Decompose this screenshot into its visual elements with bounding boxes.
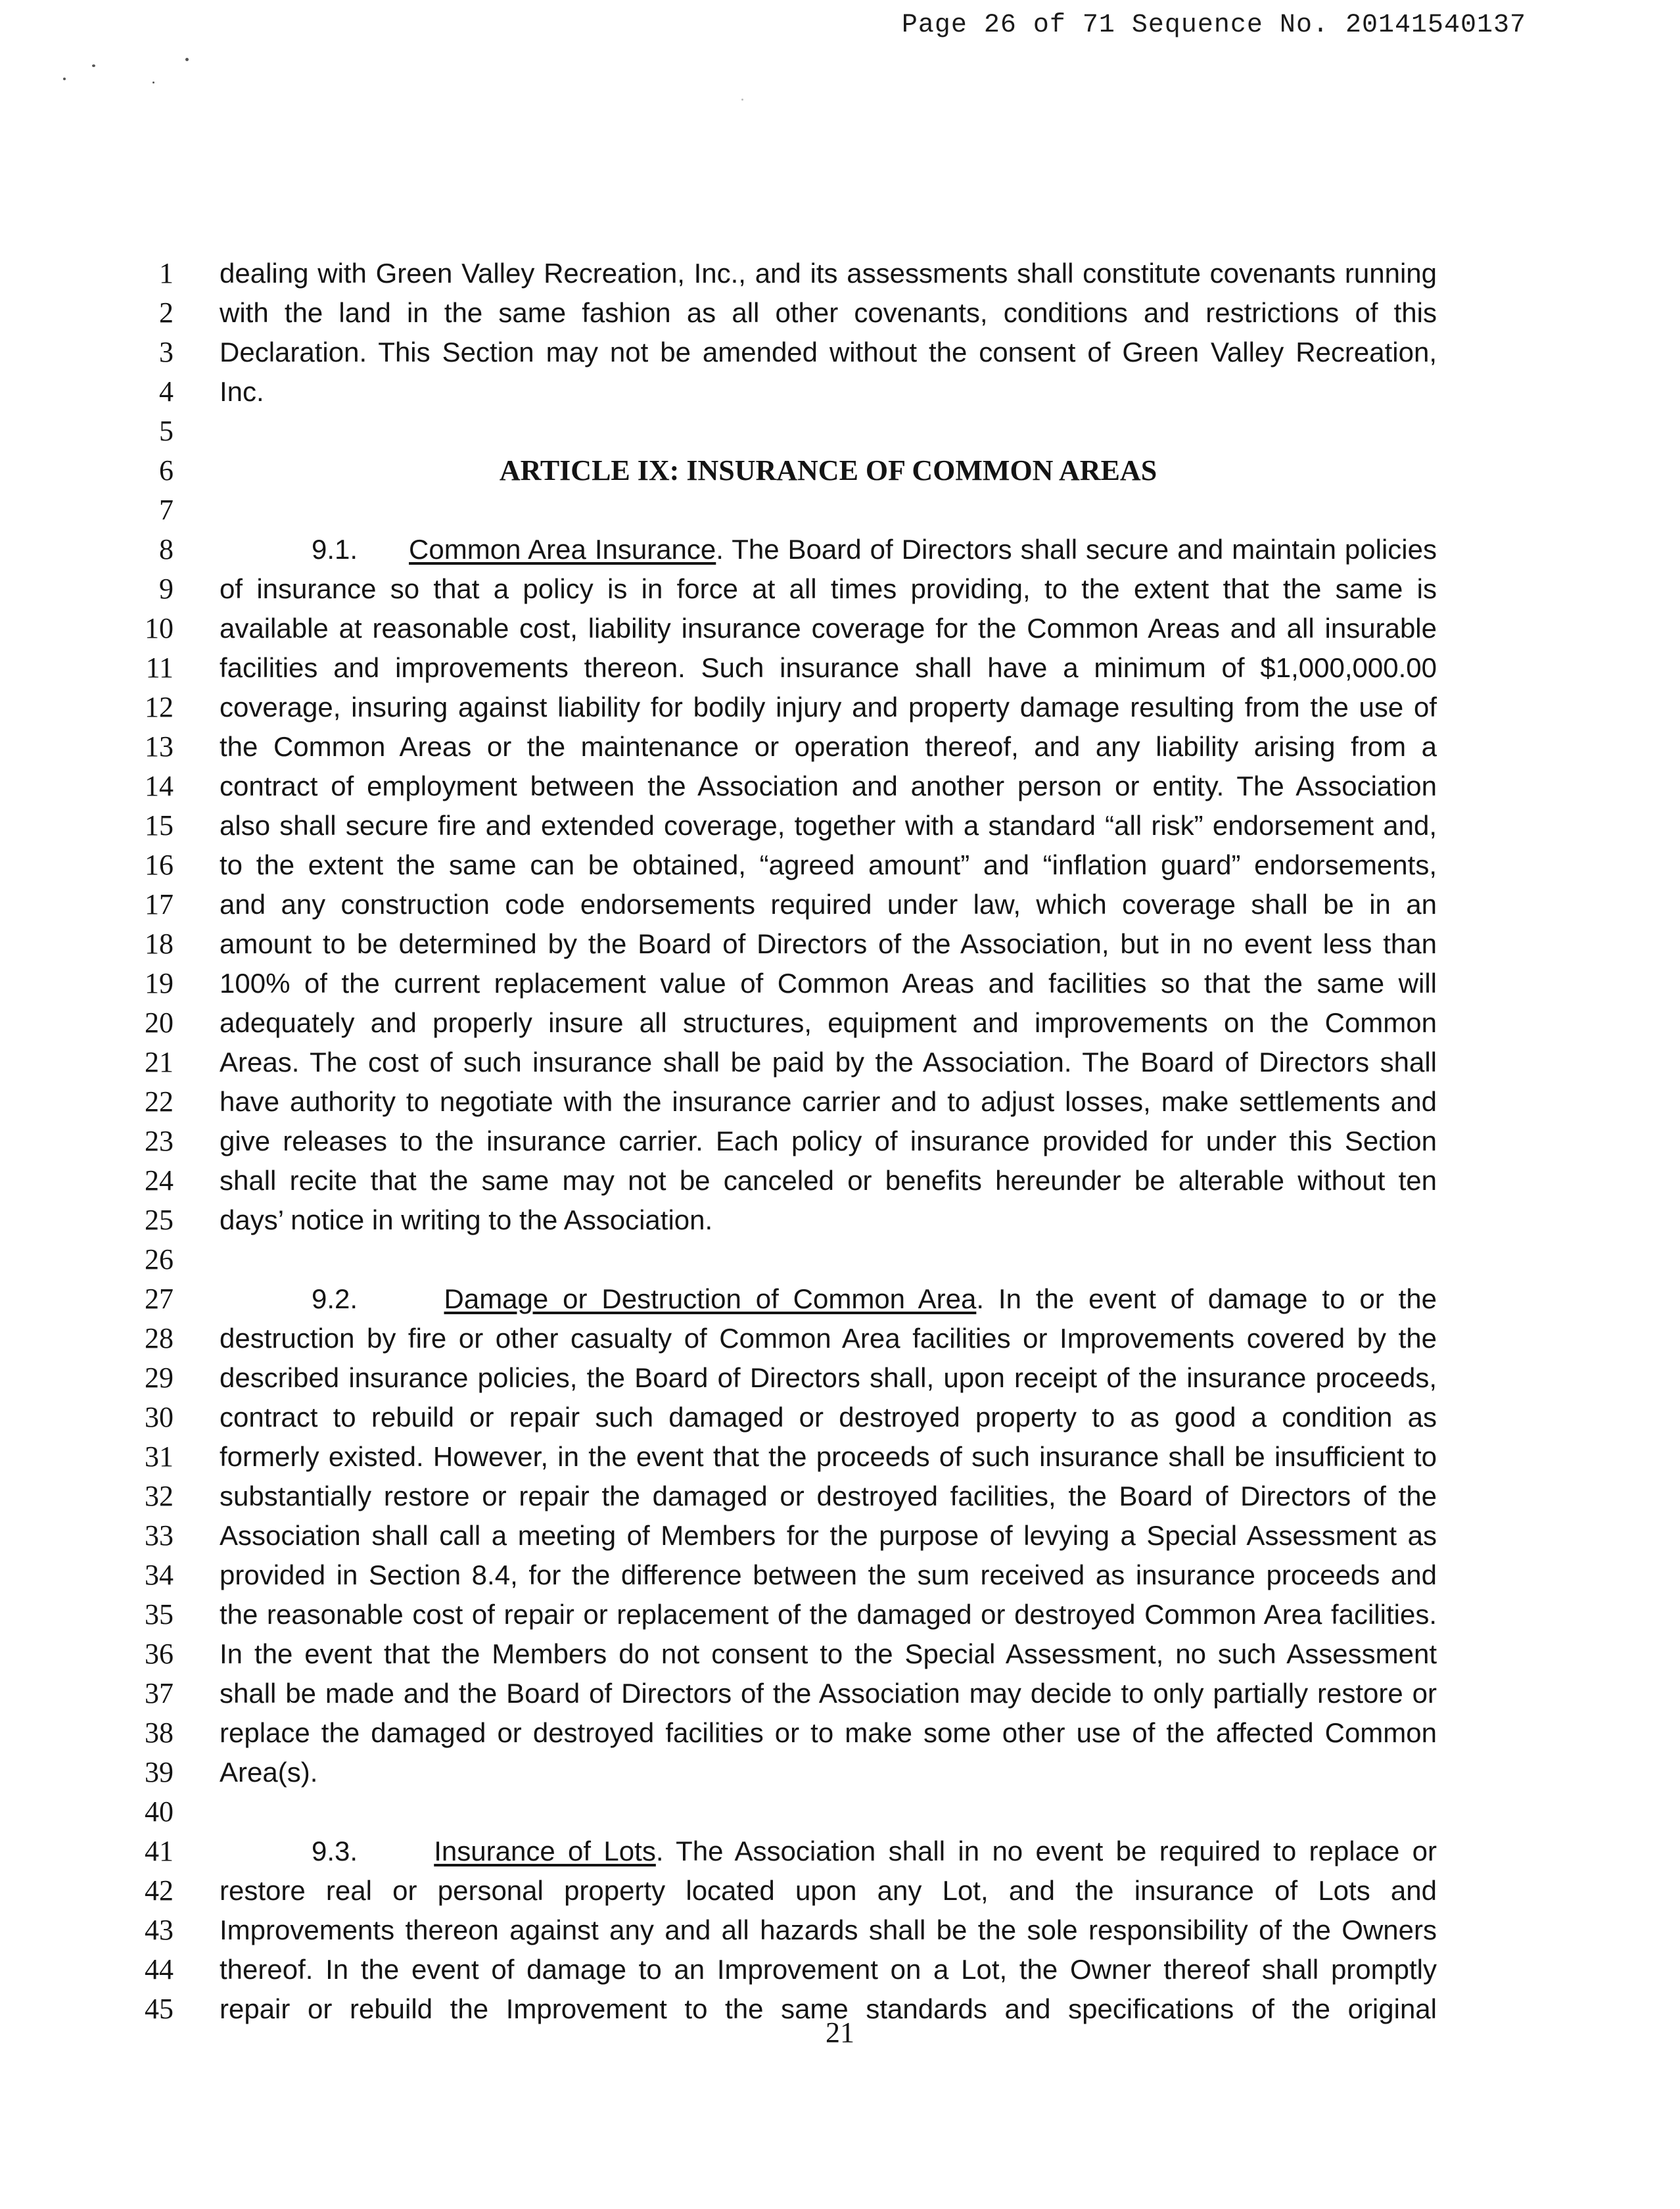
line-number: 15 (145, 809, 174, 842)
line-number: 32 (145, 1480, 174, 1512)
scan-speck (63, 78, 66, 80)
line-number: 39 (145, 1756, 174, 1788)
line-number: 21 (145, 1046, 174, 1078)
line-number: 3 (159, 336, 174, 368)
body-line: Inc. (220, 376, 264, 407)
line-number: 37 (145, 1677, 174, 1709)
body-line: substantially restore or repair the damaged or destroyed facilities, the Board of Directors of the (220, 1481, 1437, 1511)
line-number: 31 (145, 1440, 174, 1473)
line-number: 20 (145, 1007, 174, 1039)
body-line: Area(s). (220, 1757, 318, 1788)
line-number: 17 (145, 888, 174, 920)
line-number: 11 (145, 652, 174, 684)
body-line: contract to rebuild or repair such damaged or destroyed property to as good a condition as (220, 1402, 1437, 1433)
section-9-3-first-line (312, 1832, 1437, 1871)
section-heading: Common Area Insurance (409, 534, 716, 565)
body-line: shall be made and the Board of Directors of the Association may decide to only partially restore or (220, 1678, 1437, 1709)
body-line: repair or rebuild the Improvement to the same standards and specifications of the original (220, 1993, 1437, 2024)
section-9-2-first-line (312, 1279, 1437, 1319)
body-line: thereof. In the event of damage to an Improvement on a Lot, the Owner thereof shall promptly (220, 1954, 1437, 1985)
body-line: Areas. The cost of such insurance shall be paid by the Association. The Board of Directors shall (220, 1047, 1437, 1078)
line-number: 26 (145, 1243, 174, 1275)
body-line: available at reasonable cost, liability insurance coverage for the Common Areas and all insurable (220, 613, 1437, 644)
scan-speck (741, 99, 743, 101)
line-number: 28 (145, 1322, 174, 1354)
line-number: 19 (145, 967, 174, 999)
line-number: 9 (159, 573, 174, 605)
body-line: destruction by fire or other casualty of Common Area facilities or Improvements covered by the (220, 1323, 1437, 1354)
body-line: and any construction code endorsements required under law, which coverage shall be in an (220, 889, 1437, 920)
line-number: 40 (145, 1795, 174, 1828)
section-first-text: . In the event of damage to or the (976, 1283, 1437, 1314)
line-number: 10 (145, 612, 174, 644)
section-heading: Damage or Destruction of Common Area (444, 1283, 977, 1314)
line-number: 7 (159, 494, 174, 526)
scan-speck (152, 82, 154, 83)
section-first-text: . The Board of Directors shall secure and maintain policies (716, 534, 1437, 565)
body-line: the reasonable cost of repair or replacement of the damaged or destroyed Common Area facilities. (220, 1599, 1437, 1630)
body-line: coverage, insuring against liability for bodily injury and property damage resulting from the use of (220, 692, 1437, 723)
body-line: formerly existed. However, in the event that the proceeds of such insurance shall be insufficient to (220, 1441, 1437, 1472)
section-first-text: . The Association shall in no event be required to replace or (655, 1836, 1437, 1866)
body-line: give releases to the insurance carrier. Each policy of insurance provided for under this Section (220, 1126, 1437, 1156)
body-line: Improvements thereon against any and all hazards shall be the sole responsibility of the Owners (220, 1914, 1437, 1945)
body-line: facilities and improvements thereon. Such insurance shall have a minimum of $1,000,000.00 (220, 652, 1437, 683)
line-number: 41 (145, 1835, 174, 1867)
body-line: adequately and properly insure all structures, equipment and improvements on the Common (220, 1007, 1437, 1038)
line-number: 5 (159, 415, 174, 447)
body-line: Declaration. This Section may not be amended without the consent of Green Valley Recreation, (220, 337, 1437, 368)
body-line: described insurance policies, the Board of Directors shall, upon receipt of the insurance proceeds, (220, 1362, 1437, 1393)
body-line: replace the damaged or destroyed facilities or to make some other use of the affected Common (220, 1717, 1437, 1748)
page-sequence-header: Page 26 of 71 Sequence No. 20141540137 (901, 11, 1526, 40)
line-number: 44 (145, 1953, 174, 1985)
body-line: In the event that the Members do not consent to the Special Assessment, no such Assessment (220, 1638, 1437, 1669)
body-line: restore real or personal property located upon any Lot, and the insurance of Lots and (220, 1875, 1437, 1906)
line-number: 36 (145, 1638, 174, 1670)
body-line: provided in Section 8.4, for the difference between the sum received as insurance proceeds and (220, 1559, 1437, 1590)
line-number: 24 (145, 1164, 174, 1197)
line-number: 35 (145, 1598, 174, 1630)
page-number: 21 (826, 2016, 854, 2049)
body-line: dealing with Green Valley Recreation, Inc., and its assessments shall constitute covenants running (220, 258, 1437, 289)
line-number: 12 (145, 691, 174, 723)
body-line: amount to be determined by the Board of Directors of the Association, but in no event less than (220, 928, 1437, 959)
line-number: 8 (159, 533, 174, 565)
line-number: 14 (145, 770, 174, 802)
line-number: 23 (145, 1125, 174, 1157)
line-number: 42 (145, 1874, 174, 1907)
body-line: to the extent the same can be obtained, “agreed amount” and “inflation guard” endorsements, (220, 849, 1437, 880)
section-heading: Insurance of Lots (434, 1836, 656, 1866)
line-number: 34 (145, 1559, 174, 1591)
body-line: days’ notice in writing to the Association. (220, 1204, 713, 1235)
scan-speck (92, 64, 95, 67)
line-number: 2 (159, 297, 174, 329)
section-9-1-first-line (312, 530, 1437, 569)
body-line: Association shall call a meeting of Members for the purpose of levying a Special Assessment as (220, 1520, 1437, 1551)
section-number: 9.2. (312, 1283, 358, 1314)
line-number: 22 (145, 1085, 174, 1118)
body-line: of insurance so that a policy is in force at all times providing, to the extent that the same is (220, 573, 1437, 604)
section-number: 9.1. (312, 534, 358, 565)
line-number: 33 (145, 1519, 174, 1552)
body-line: also shall secure fire and extended coverage, together with a standard “all risk” endorsement and, (220, 810, 1437, 841)
line-number: 29 (145, 1362, 174, 1394)
line-number: 1 (159, 257, 174, 289)
body-line: 100% of the current replacement value of Common Areas and facilities so that the same will (220, 968, 1437, 999)
body-line: have authority to negotiate with the insurance carrier and to adjust losses, make settlements and (220, 1086, 1437, 1117)
line-number: 30 (145, 1401, 174, 1433)
scan-speck (185, 58, 189, 61)
line-number: 13 (145, 730, 174, 763)
line-number: 25 (145, 1204, 174, 1236)
line-number: 6 (159, 454, 174, 487)
article-title: ARTICLE IX: INSURANCE OF COMMON AREAS (499, 454, 1157, 487)
body-line: shall recite that the same may not be canceled or benefits hereunder be alterable without ten (220, 1165, 1437, 1196)
line-number: 43 (145, 1914, 174, 1946)
line-number: 27 (145, 1283, 174, 1315)
line-number: 18 (145, 928, 174, 960)
line-number: 38 (145, 1717, 174, 1749)
line-number: 16 (145, 849, 174, 881)
body-line: with the land in the same fashion as all other covenants, conditions and restrictions of this (220, 297, 1437, 328)
line-number: 45 (145, 1993, 174, 2025)
body-line: the Common Areas or the maintenance or operation thereof, and any liability arising from a (220, 731, 1437, 762)
section-number: 9.3. (312, 1836, 358, 1866)
body-line: contract of employment between the Association and another person or entity. The Association (220, 771, 1437, 801)
line-number: 4 (159, 375, 174, 408)
